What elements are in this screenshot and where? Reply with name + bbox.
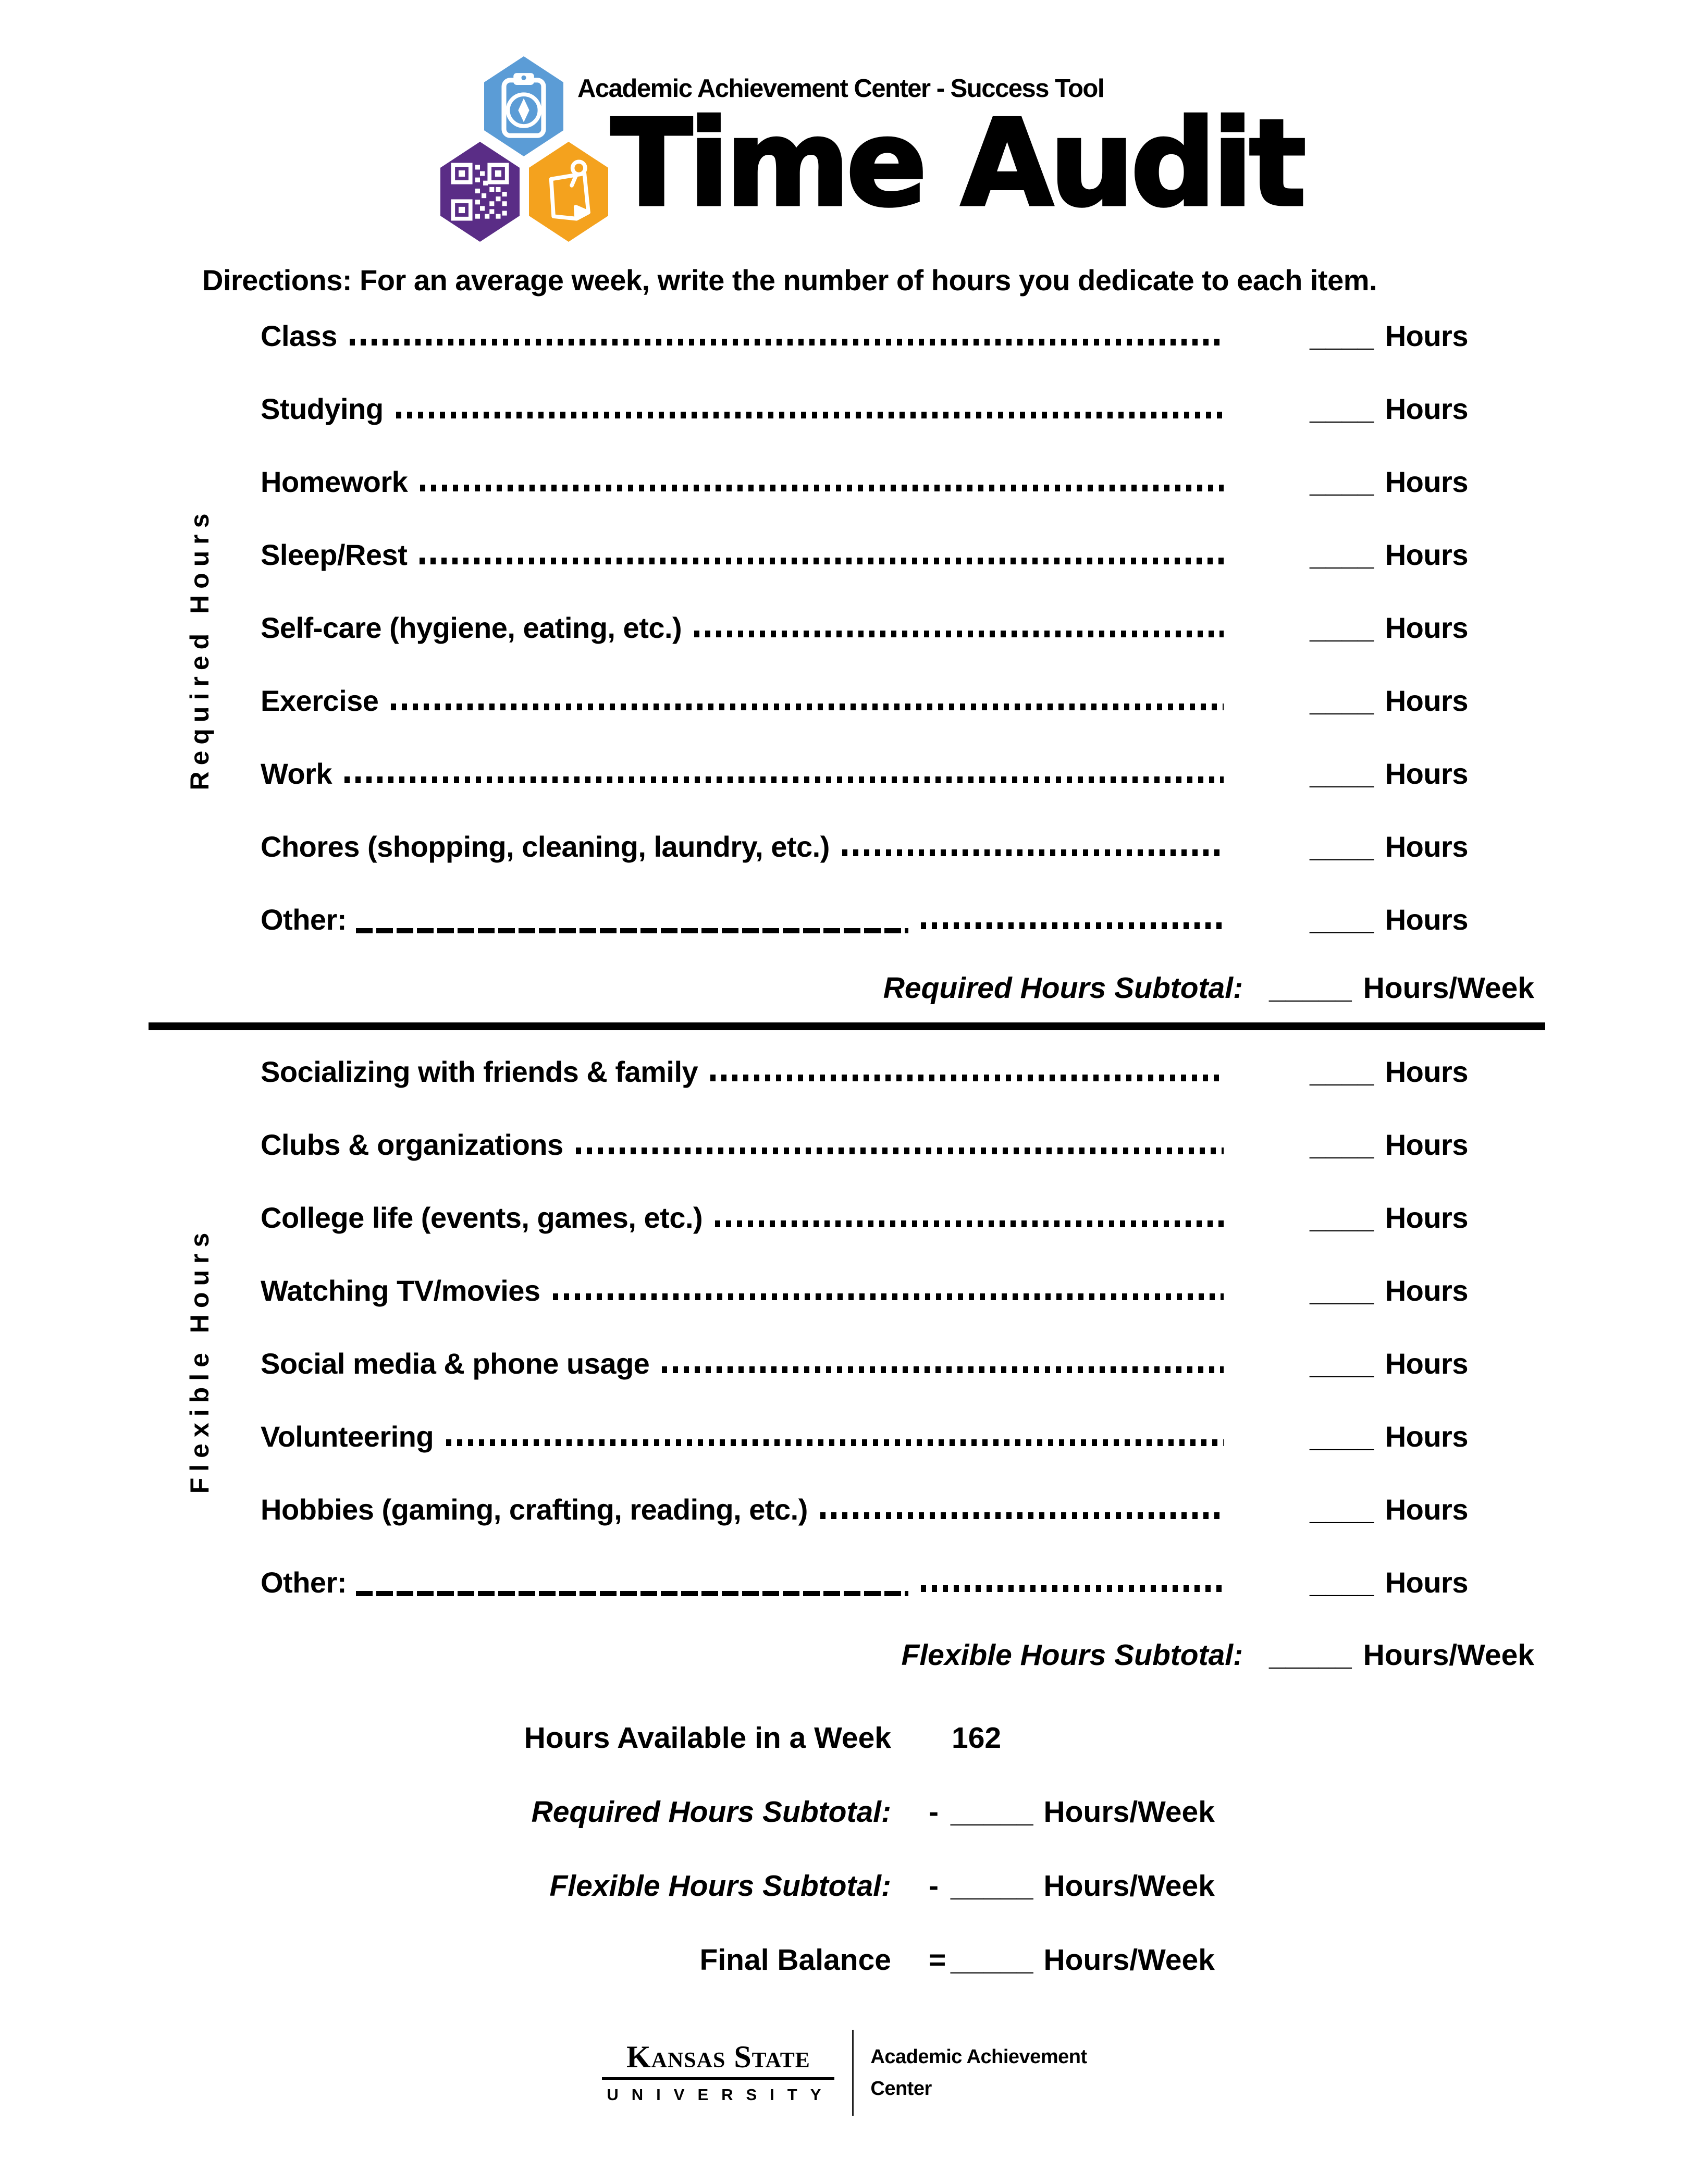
row-label: Self-care (hygiene, eating, etc.)	[261, 611, 682, 644]
flexible-subtotal-blank-field[interactable]: _____	[1269, 1638, 1352, 1672]
dotted-leader	[391, 704, 1224, 710]
dotted-leader	[715, 1220, 1224, 1227]
hours-available-label: Hours Available in a Week	[524, 1721, 891, 1755]
required-subtotal-blank-field[interactable]: _____	[1269, 971, 1352, 1005]
hours-blank-field[interactable]: ____	[1310, 1274, 1374, 1307]
hours-unit-label: Hours	[1385, 465, 1468, 498]
hours-unit-label: Hours	[1385, 1493, 1468, 1526]
hours-blank-field[interactable]: ____	[1310, 830, 1374, 863]
dotted-leader	[820, 1512, 1224, 1519]
other-write-line[interactable]	[356, 1591, 908, 1596]
row-label: Sleep/Rest	[261, 538, 408, 571]
row-label: Other:	[261, 1566, 347, 1599]
flexible-subtotal-row	[902, 1640, 1534, 1670]
row-label: Chores (shopping, cleaning, laundry, etc.)	[261, 830, 830, 863]
hours-unit-label: Hours	[1385, 538, 1468, 571]
department-line-1: Academic Achievement	[870, 2045, 1087, 2068]
hours-unit-label: Hours	[1385, 1347, 1468, 1380]
table-row	[261, 497, 1468, 570]
header-subtitle: Academic Achievement Center - Success Tool	[577, 75, 1104, 103]
hours-blank-field[interactable]: ____	[1310, 465, 1374, 498]
flexible-hours-side-label: Flexible Hours	[185, 1226, 214, 1494]
hours-blank-field[interactable]: ____	[1310, 538, 1374, 571]
table-row	[261, 1087, 1468, 1159]
table-row	[261, 1378, 1468, 1451]
flexible-subtotal-label: Flexible Hours Subtotal:	[901, 1638, 1243, 1672]
hours-available-value: 162	[952, 1721, 1002, 1755]
clipboard-compass-icon	[484, 56, 563, 156]
hours-unit-label: Hours	[1385, 1420, 1468, 1453]
summary-row	[261, 1679, 1459, 1753]
hours-unit-label: Hours	[1385, 1201, 1468, 1234]
hours-unit-label: Hours	[1385, 684, 1468, 717]
summary-unit-label: Hours/Week	[1043, 1869, 1215, 1903]
hours-blank-field[interactable]: ____	[1310, 1347, 1374, 1380]
hours-unit-label: Hours	[1385, 1055, 1468, 1088]
hours-unit-label: Hours	[1385, 1128, 1468, 1161]
qr-code-icon	[440, 142, 520, 242]
kansas-state-wordmark	[601, 2041, 835, 2104]
table-row	[261, 1232, 1468, 1305]
dotted-leader	[396, 412, 1224, 418]
hours-unit-label: Hours	[1385, 1274, 1468, 1307]
final-balance-label: Final Balance	[699, 1943, 891, 1977]
dotted-leader	[921, 922, 1224, 929]
hours-unit-label: Hours	[1385, 903, 1468, 936]
university-name: Kansas State	[626, 2040, 810, 2074]
table-row-other	[261, 861, 1468, 934]
dotted-leader	[576, 1147, 1224, 1154]
summary-flexible-blank-field[interactable]: _____	[951, 1869, 1033, 1903]
required-hours-rows	[261, 278, 1468, 934]
hours-blank-field[interactable]: ____	[1310, 684, 1374, 717]
dotted-leader	[420, 485, 1224, 491]
row-label: Studying	[261, 392, 384, 425]
directions-text: Directions: For an average week, write the number of hours you dedicate to each item.	[202, 264, 1377, 297]
department-name	[870, 2041, 1087, 2105]
hours-unit-label: Hours	[1385, 319, 1468, 352]
hours-unit-label: Hours	[1385, 611, 1468, 644]
required-subtotal-unit-label: Hours/Week	[1363, 971, 1534, 1005]
row-label: Socializing with friends & family	[261, 1055, 698, 1088]
hours-blank-field[interactable]: ____	[1310, 1493, 1374, 1526]
hours-blank-field[interactable]: ____	[1310, 757, 1374, 790]
page-title: Time Audit	[611, 94, 1302, 233]
hours-blank-field[interactable]: ____	[1310, 1055, 1374, 1088]
table-row	[261, 1014, 1468, 1087]
required-hours-side-label: Required Hours	[185, 507, 214, 791]
hours-blank-field[interactable]: ____	[1310, 392, 1374, 425]
final-balance-blank-field[interactable]: _____	[951, 1943, 1033, 1977]
summary-row	[261, 1901, 1459, 1975]
row-label: Exercise	[261, 684, 379, 717]
table-row	[261, 351, 1468, 424]
row-label: Clubs & organizations	[261, 1128, 563, 1161]
row-label: Hobbies (gaming, crafting, reading, etc.)	[261, 1493, 808, 1526]
minus-operator: -	[929, 1795, 939, 1829]
hours-blank-field[interactable]: ____	[1310, 1566, 1374, 1599]
row-label: Other:	[261, 903, 347, 936]
table-row	[261, 788, 1468, 861]
dotted-leader	[420, 558, 1224, 564]
required-subtotal-row	[883, 973, 1534, 1003]
row-label: Social media & phone usage	[261, 1347, 650, 1380]
dotted-leader	[694, 631, 1224, 637]
row-label: Volunteering	[261, 1420, 434, 1453]
table-row-other	[261, 1524, 1468, 1597]
table-row	[261, 1451, 1468, 1524]
wordmark-rule	[602, 2077, 834, 2080]
dotted-leader	[446, 1439, 1224, 1446]
summary-unit-label: Hours/Week	[1043, 1795, 1215, 1829]
table-row	[261, 1159, 1468, 1232]
dotted-leader	[553, 1293, 1224, 1300]
dotted-leader	[350, 339, 1224, 346]
summary-block	[261, 1679, 1459, 1975]
dotted-leader	[921, 1585, 1224, 1592]
pinned-note-icon	[529, 142, 608, 242]
dotted-leader	[662, 1366, 1224, 1373]
row-label: Class	[261, 319, 337, 352]
summary-required-blank-field[interactable]: _____	[951, 1795, 1033, 1829]
summary-row	[261, 1753, 1459, 1827]
flexible-subtotal-unit-label: Hours/Week	[1363, 1638, 1534, 1672]
table-row	[261, 278, 1468, 351]
row-label: College life (events, games, etc.)	[261, 1201, 703, 1234]
footer-logo	[0, 2030, 1688, 2116]
dotted-leader	[710, 1075, 1224, 1081]
hours-blank-field[interactable]: ____	[1310, 903, 1374, 936]
dotted-leader	[842, 849, 1224, 856]
hours-blank-field[interactable]: ____	[1310, 319, 1374, 352]
table-row	[261, 715, 1468, 788]
dotted-leader	[344, 776, 1224, 783]
hours-blank-field[interactable]: ____	[1310, 1420, 1374, 1453]
hours-unit-label: Hours	[1385, 757, 1468, 790]
hours-unit-label: Hours	[1385, 392, 1468, 425]
row-label: Homework	[261, 465, 408, 498]
flexible-hours-rows	[261, 1014, 1468, 1597]
university-word: UNIVERSITY	[607, 2086, 834, 2104]
summary-flexible-subtotal-label: Flexible Hours Subtotal:	[549, 1869, 891, 1903]
hours-blank-field[interactable]: ____	[1310, 1128, 1374, 1161]
hours-blank-field[interactable]: ____	[1310, 611, 1374, 644]
department-line-2: Center	[870, 2077, 932, 2100]
equals-operator: =	[929, 1943, 946, 1977]
table-row	[261, 424, 1468, 497]
minus-operator: -	[929, 1869, 939, 1903]
hours-unit-label: Hours	[1385, 1566, 1468, 1599]
table-row	[261, 570, 1468, 643]
other-write-line[interactable]	[356, 928, 908, 933]
table-row	[261, 1305, 1468, 1378]
hours-unit-label: Hours	[1385, 830, 1468, 863]
row-label: Watching TV/movies	[261, 1274, 540, 1307]
row-label: Work	[261, 757, 332, 790]
summary-row	[261, 1827, 1459, 1901]
required-subtotal-label: Required Hours Subtotal:	[883, 971, 1243, 1005]
summary-required-subtotal-label: Required Hours Subtotal:	[531, 1795, 891, 1829]
summary-unit-label: Hours/Week	[1043, 1943, 1215, 1977]
footer-divider	[852, 2030, 854, 2116]
table-row	[261, 643, 1468, 715]
hours-blank-field[interactable]: ____	[1310, 1201, 1374, 1234]
